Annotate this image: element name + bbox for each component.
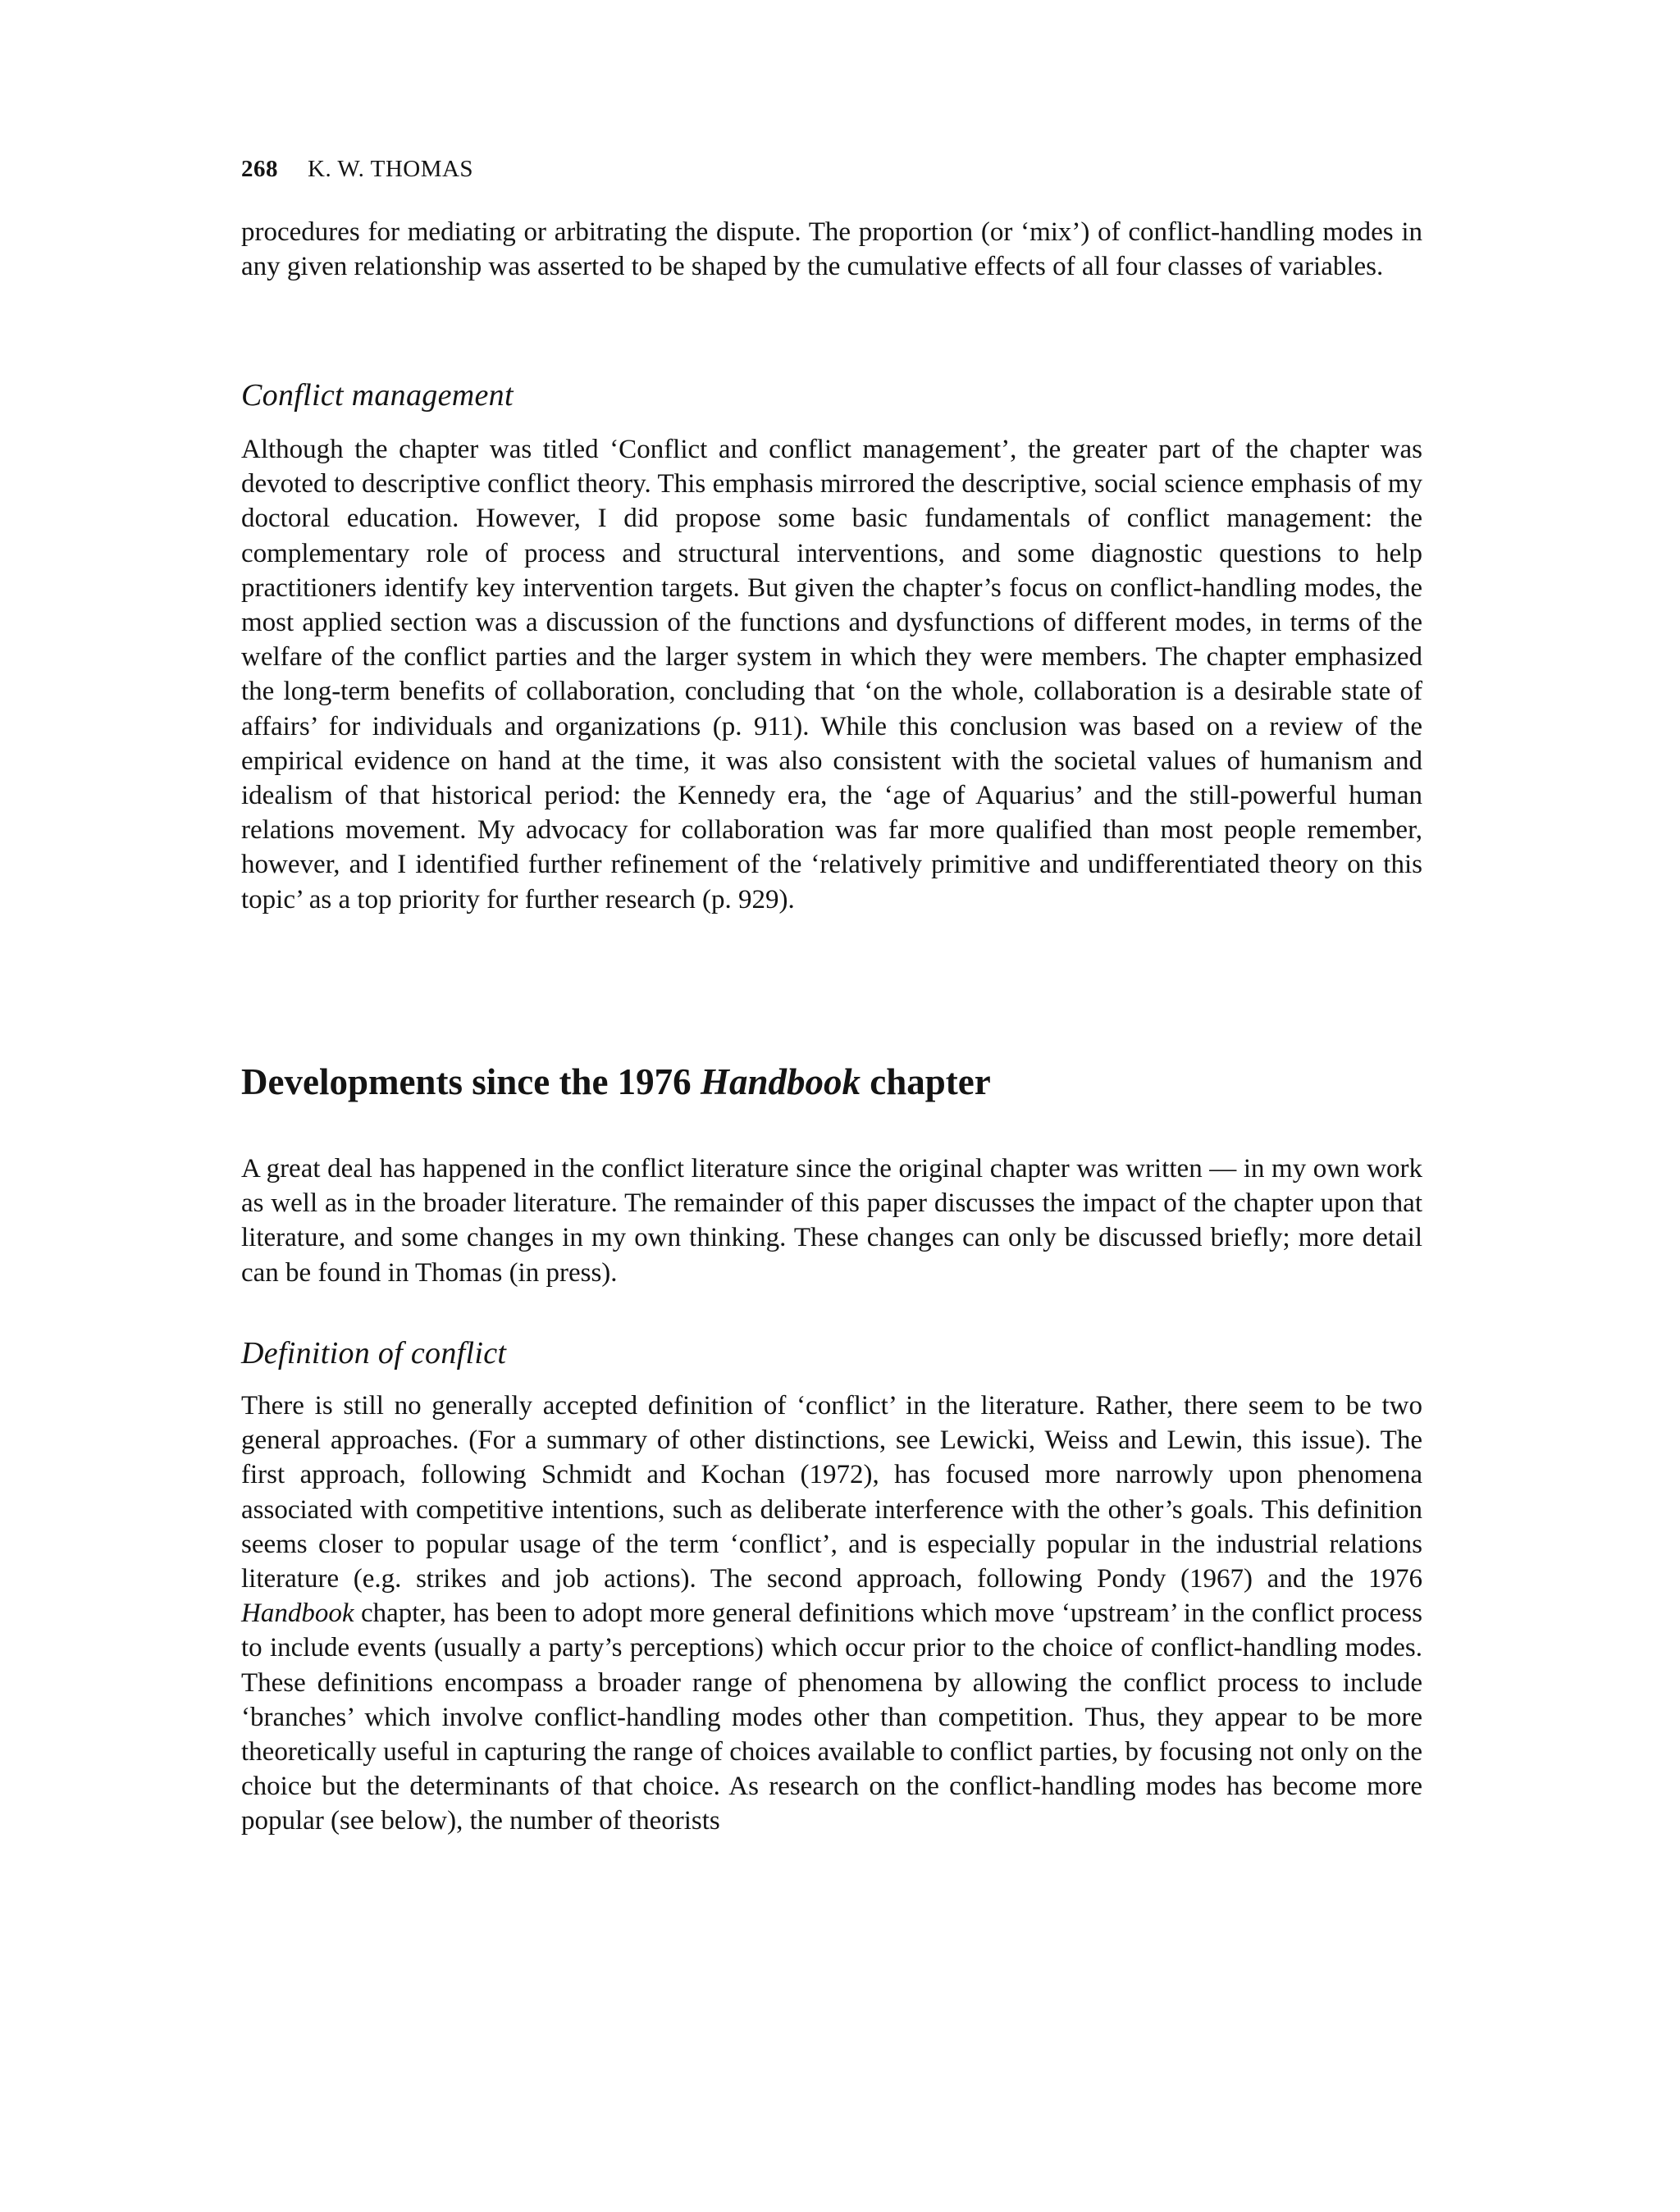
- developments-paragraph-block: [241, 1152, 1422, 1290]
- conflict-management-heading-block: [241, 377, 1422, 413]
- definition-paragraph-italic: Handbook: [241, 1599, 354, 1629]
- developments-paragraph: A great deal has happened in the conflict literature since the original chapter was written — in my own work as well as in the broader literature. The remainder of this paper discusses the impact of the chapter upon that literature, and some changes in my own thinking. These changes can only be discussed briefly; more detail can be found in Thomas (in press).: [241, 1154, 1422, 1288]
- definition-paragraph-part1: There is still no generally accepted definition of ‘conflict’ in the literature. Rather, there seem to be two general approaches. (For a summary of other distinctions, see Lewicki, Weiss and Lewin, this issue). The first approach, following Schmidt and Kochan (1972), has focused more narrowly upon phenomena associated with competitive intentions, such as deliberate interference with the other’s goals. This definition seems closer to popular usage of the term ‘conflict’, and is especially popular in the industrial relations literature (e.g. strikes and job actions). The second approach, following Pondy (1967) and the 1976: [241, 1391, 1422, 1594]
- intro-paragraph-block: [241, 215, 1422, 284]
- section-title-after: chapter: [860, 1061, 991, 1102]
- conflict-management-paragraph-block: [241, 432, 1422, 917]
- subheading-conflict-management: Conflict management: [241, 378, 514, 413]
- definition-paragraph-part2: chapter, has been to adopt more general definitions which move ‘upstream’ in the conflict process to include events (usually a party’s perceptions) which occur prior to the choice of conflict-handling modes. These definitions encompass a broader range of phenomena by allowing the conflict process to include ‘branches’ which involve conflict-handling modes other than competition. Thus, they appear to be more theoretically useful in capturing the range of choices available to conflict parties, by focusing not only on the choice but the determinants of that choice. As research on the conflict-handling modes has become more popular (see below), the number of theorists: [241, 1599, 1422, 1836]
- running-head-author: K. W. THOMAS: [308, 156, 474, 182]
- conflict-management-paragraph: Although the chapter was titled ‘Conflict and conflict management’, the greater part of the chapter was devoted to descriptive conflict theory. This emphasis mirrored the descriptive, social science emphasis of my doctoral education. However, I did propose some basic fundamentals of conflict management: the complementary role of process and structural interventions, and some diagnostic questions to help practitioners identify key intervention targets. But given the chapter’s focus on conflict-handling modes, the most applied section was a discussion of the functions and dysfunctions of different modes, in terms of the welfare of the conflict parties and the larger system in which they were members. The chapter emphasized the long-term benefits of collaboration, concluding that ‘on the whole, collaboration is a desirable state of affairs’ for individuals and organizations (p. 911). While this conclusion was based on a review of the empirical evidence on hand at the time, it was also consistent with the societal values of humanism and idealism of that historical period: the Kennedy era, the ‘age of Aquarius’ and the still-powerful human relations movement. My advocacy for collaboration was far more qualified than most people remember, however, and I identified further refinement of the ‘relatively primitive and undifferentiated theory on this topic’ as a top priority for further research (p. 929).: [241, 435, 1422, 914]
- running-head: [241, 156, 473, 183]
- section-title-block: [241, 1060, 1422, 1103]
- section-title-italic: Handbook: [700, 1061, 861, 1102]
- definition-paragraph: [241, 1389, 1422, 1839]
- subheading-definition-of-conflict: Definition of conflict: [241, 1336, 507, 1371]
- intro-paragraph: procedures for mediating or arbitrating the dispute. The proportion (or ‘mix’) of conflict-handling modes in any given relationship was asserted to be shaped by the cumulative effects of all four classes of variables.: [241, 217, 1422, 282]
- definition-paragraph-block: [241, 1389, 1422, 1839]
- definition-heading-block: [241, 1335, 1422, 1371]
- section-title: [241, 1060, 1422, 1103]
- section-title-before: Developments since the 1976: [241, 1061, 701, 1102]
- page-number: 268: [241, 156, 278, 182]
